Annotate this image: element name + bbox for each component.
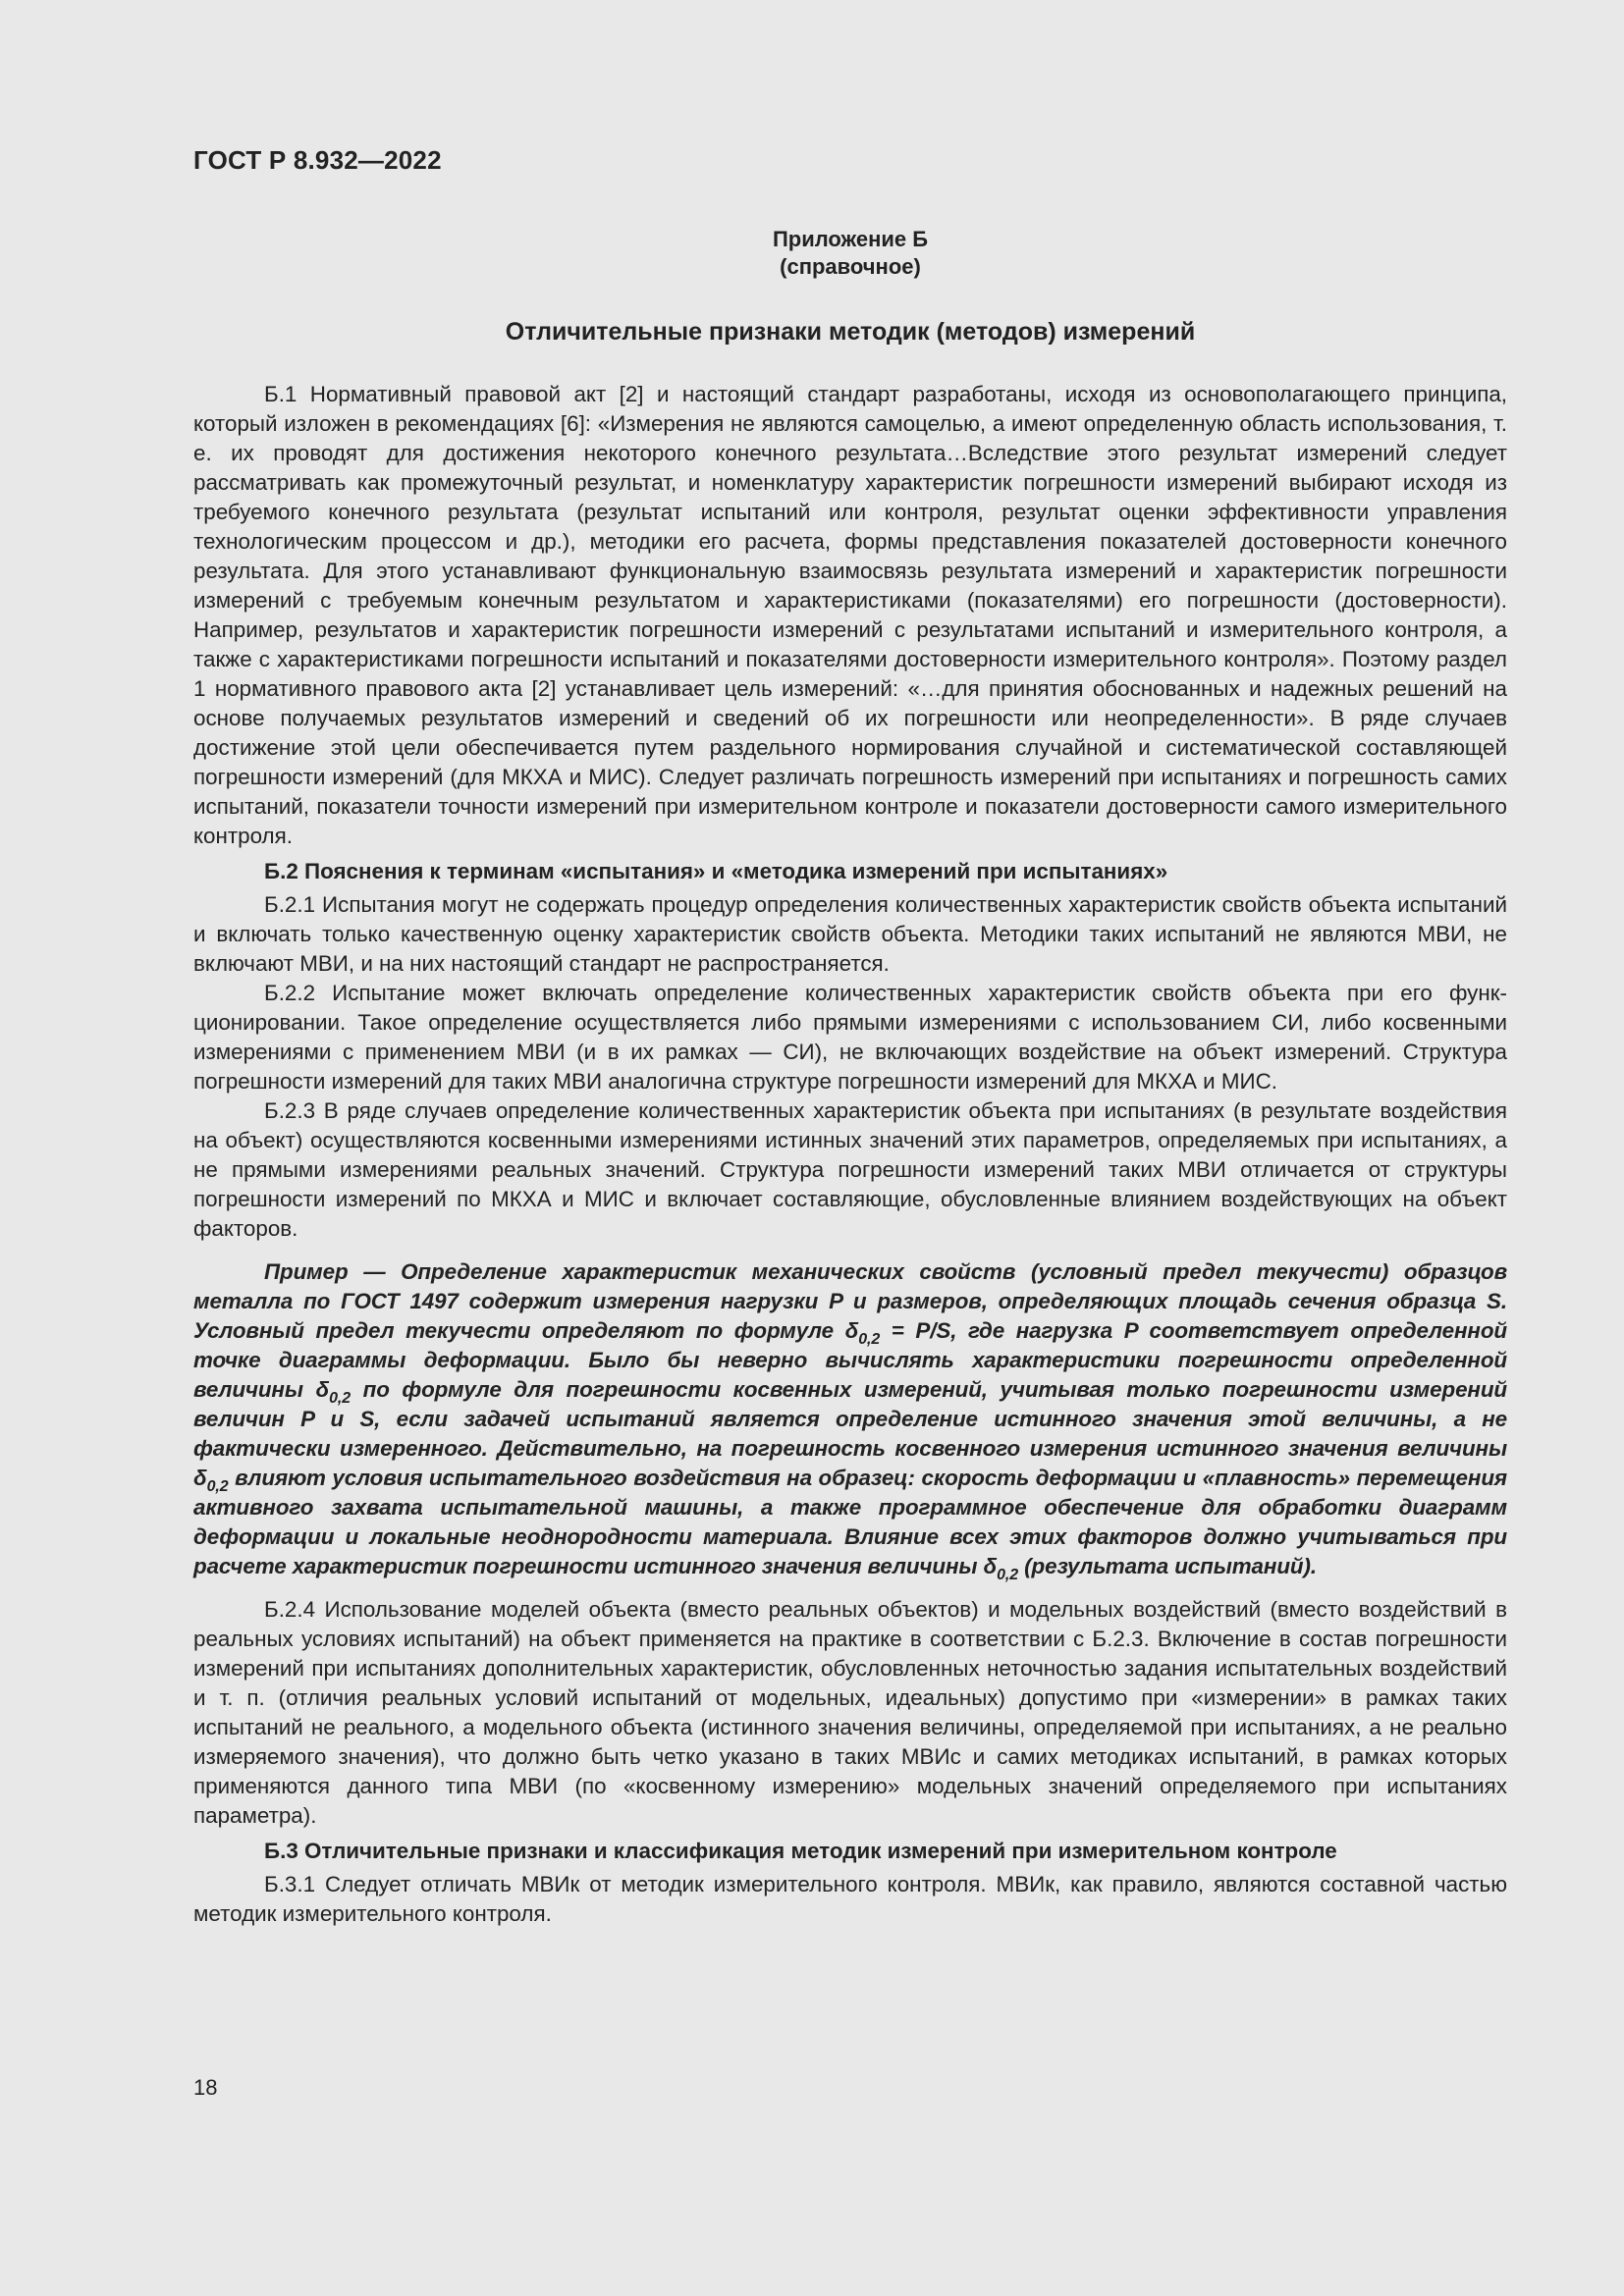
- example-subscript-4: 0,2: [997, 1567, 1019, 1583]
- example-text-5: (результата испытаний).: [1018, 1554, 1317, 1578]
- appendix-title: Отличительные признаки методик (методов) измерений: [505, 318, 1196, 346]
- paragraph-b2-1: Б.2.1 Испытания могут не содержать процедур определения количественных характеристик свойств объекта испытаний и включать только качественную оценку характеристик свойств объекта. Методики таких испытаний не являются МВИ, не включают МВИ, и на них настоящий стандарт не распространяется.: [193, 892, 1507, 976]
- example-text-1: Пример — Определение характеристик механических свойств (условный предел текучести) образцов металла по ГОСТ 1497 содержит измерения нагрузки P и размеров, определяющих площадь сечения образца S. Условный предел текучести определяют по формуле δ: [193, 1259, 1507, 1343]
- example-text-3: по формуле для погрешности косвенных измерений, учитывая только погрешности измерений величин P и S, если задачей испытаний является определение истинного значения этой величины, а не фактически измеренного. Действительно, на погрешность косвенного измерения истинного значения величины δ: [193, 1377, 1508, 1490]
- paragraph-b2-4: Б.2.4 Использование моделей объекта (вместо реальных объектов) и модельных воздействий (вместо воздействий в реальных условиях испытаний) на объект применяется на практике в соответствии с Б.2.3. Включение в состав погрешности измерений при испытаниях дополнительных характеристик, обусловленных неточностью задания испытательных воздействий и т. п. (отличия реальных условий испытаний от модельных, идеальных) допустимо при «измерении» в рамках таких испытаний не реального, а модельного объекта (истинного значения величины, определяемой при испытаниях, а не реально измеряемого значения), что должно быть четко указано в таких МВИс и самих методиках испытаний, в рамках которых применяются данного типа МВИ (по «косвенному измерению» модельных значений определяемого при испытаниях параметра).: [193, 1597, 1507, 1828]
- document-body: [193, 380, 1507, 1929]
- appendix-label: Приложение Б: [772, 227, 929, 251]
- paragraph-b1: Б.1 Нормативный правовой акт [2] и настоящий стандарт разработаны, исходя из основополагающего принципа, который изложен в рекомендациях [6]: «Измерения не являются самоцелью, а имеют определенную область использования, т. е. их проводят для достижения некоторого конечного результата…Вследствие этого результат измерений следует рассматривать как промежуточный результат, и номенклатуру характеристик погрешности измерений выбирают исходя из требуемого конечного результата (результат испытаний или контроля, результат оценки эффективности управления технологическим процессом и др.), методики его расчета, формы представления показателей достоверности конечного результата. Для этого устанавливают функциональную взаимосвязь результата измерений и характеристик погрешности измерений с требуемым конечным результатом и характеристиками (показателями) его погрешности (достоверности). Например, результатов и характеристик погрешности измерений с результатами испытаний и измерительного контроля, а также с характеристиками погрешности испытаний и показателями достоверности измерительного контроля». Поэтому раздел 1 нормативного правового акта [2] устанавливает цель измерений: «…для принятия обоснованных и надежных решений на основе получаемых результатов измерений и сведений об их погрешности или неопределенности». В ряде случаев достижение этой цели обеспечивается путем раздельного нормирования случайной и систематической составляющей погрешности измерений (для МКХА и МИС). Следует различать погрешность измерений при испытаниях и погрешность самих испытаний, показатели точности измерений при измерительном контроле и показатели достоверности самого измерительного контроля.: [193, 382, 1507, 848]
- section-heading-b3: Б.3 Отличительные признаки и классификация методик измерений при измерительном контроле: [264, 1839, 1337, 1863]
- paragraph-b2-2: Б.2.2 Испытание может включать определение количественных характеристик свойств объекта при его функционировании. Такое определение осуществляется либо прямыми измерениями с использованием СИ, либо косвенными измерениями с применением МВИ (и в их рамках — СИ), не включающих воздействие на объект измерений. Структура погрешности измерений для таких МВИ аналогична структуре погрешности измерений для МКХА и МИС.: [193, 981, 1507, 1094]
- appendix-heading: [193, 226, 1507, 281]
- example-subscript-3: 0,2: [206, 1478, 229, 1495]
- example-text-4: влияют условия испытательного воздействия на образец: скорость деформации и «плавность» перемещения активного захвата испытательной машины, а также программное обеспечение для обработки диаграмм деформации и локальные неоднородности материала. Влияние всех этих факторов должно учитываться при расчете характеристик погрешности истинного значения величины δ: [193, 1466, 1507, 1578]
- example-text-2: = P/S, где нагрузка P соответствует определенной точке диаграммы деформации. Было бы неверно вычислять характеристики погрешности определенной величины δ: [193, 1318, 1507, 1402]
- paragraph-b2-3: Б.2.3 В ряде случаев определение количественных характеристик объекта при испытаниях (в результате воздействия на объект) осуществляются косвенными измерениями истинных значений этих параметров, определяемых при испытаниях, а не прямыми измерениями реальных значений. Структура погрешности измерений таких МВИ отличается от структуры погрешности измерений по МКХА и МИС и включает составляющие, обусловленные влиянием воздействующих на объект факторов.: [193, 1098, 1507, 1241]
- section-heading-b2: Б.2 Пояснения к терминам «испытания» и «методика измерений при испытаниях»: [264, 859, 1168, 883]
- paragraph-b3-1: Б.3.1 Следует отличать МВИк от методик измерительного контроля. МВИк, как правило, являются составной частью методик измерительного контроля.: [193, 1872, 1507, 1926]
- page-number: 18: [193, 2075, 218, 2100]
- document-code: ГОСТ Р 8.932—2022: [193, 145, 442, 175]
- example-subscript-1: 0,2: [858, 1331, 881, 1348]
- example-subscript-2: 0,2: [329, 1390, 352, 1407]
- appendix-type: (справочное): [780, 254, 921, 279]
- example-paragraph: [193, 1257, 1507, 1581]
